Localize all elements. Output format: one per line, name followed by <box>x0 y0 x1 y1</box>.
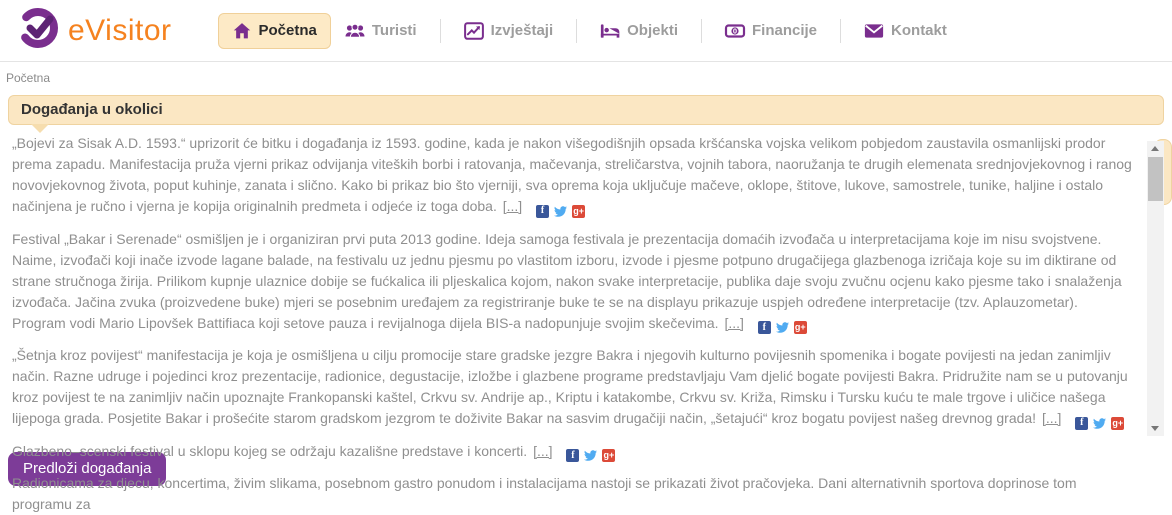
scroll-down-arrow-icon[interactable] <box>1147 421 1164 436</box>
scroll-up-arrow-icon[interactable] <box>1147 141 1164 156</box>
google-plus-icon[interactable]: g+ <box>794 322 806 332</box>
event-share-icons <box>758 321 807 334</box>
users-icon <box>345 22 365 40</box>
bed-icon <box>600 22 620 40</box>
nav-label: Turisti <box>371 22 417 39</box>
event-item <box>12 441 1134 463</box>
evisitor-logo[interactable] <box>16 6 172 55</box>
twitter-icon[interactable] <box>554 205 567 218</box>
nav-item-financije[interactable] <box>711 13 831 49</box>
event-text: „Šetnja kroz povijest“ manifestacija je koja je osmišljena u cilju promocije stare gradske jezgre Bakra i njegovih kulturno povijesnih spomenika i bogate povijesti na jedan zanimljiv način. Razne udruge i pojedinci kroz prezentacije, radionice, degustacije, izložbe i glazbene programe predstavljaju Vam djelić bogate povijesti Bakra. Pridružite nam se u putovanju kroz povijest te na zanimljiv način upoznajte Frankopanski kaštel, Crkvu sv. Andrije ap., Kriptu i katakombe, Crkvu sv. Križa, Rimsku i Tursku kuću te male trgove i uličice našega lijepoga grada. Posjetite Bakar i prošećite starom gradskom jezgrom te doživite Bakar na sasvim drugačiji način, „šetajući“ kroz bogatu povijest našeg drevnog grada! <box>12 347 1128 426</box>
event-more-link[interactable]: [...] <box>1041 410 1062 426</box>
event-share-icons <box>536 205 585 218</box>
suggest-events-button[interactable]: Predloži događanja <box>8 452 166 486</box>
twitter-icon[interactable] <box>776 321 789 334</box>
event-item <box>12 345 1134 430</box>
twitter-icon[interactable] <box>1093 417 1106 430</box>
google-plus-icon[interactable]: g+ <box>573 205 584 216</box>
event-more-link[interactable]: [...] <box>724 314 744 331</box>
nav-separator <box>840 19 841 43</box>
scrollbar-thumb[interactable] <box>1148 157 1163 201</box>
nav-item-izvjestaji[interactable] <box>450 13 568 49</box>
top-bar <box>0 0 1172 62</box>
facebook-icon[interactable]: f <box>536 205 549 218</box>
nav-item-turisti[interactable] <box>331 13 431 49</box>
nav-label: Početna <box>258 22 317 39</box>
nav-separator <box>576 19 577 43</box>
event-item <box>12 133 1134 218</box>
event-more-link[interactable]: [...] <box>502 198 523 214</box>
banknote-icon <box>725 22 745 40</box>
facebook-icon[interactable]: f <box>758 321 771 334</box>
event-item <box>12 229 1134 335</box>
facebook-icon[interactable]: f <box>1075 417 1088 430</box>
event-text: „Bojevi za Sisak A.D. 1593.“ uprizorit će bitku i događanja iz 1593. godine, kada je nakon višegodišnjih opsada kršćanska vojska velikom pobjedom zaustavila osmanlijski prodor prema zapadu. Manifestacija pruža vjerni prikaz odvijanja viteških borbi i ratovanja, mačevanja, streličarstva, vojnih tabora, naoružanja te drugih elemenata srednjovjekovnog i ranog novovjekovnog života, poput kuhinje, zanata i slično. Kako bi prikaz bio što vjerniji, sva oprema koja uključuje mačeve, oklope, štitove, lukove, samostrele, tunike, haljine i ostalo načinjena je ručno i vjerna je kopija originalnih predmeta i odjeće iz toga doba. <box>12 135 1132 214</box>
nav-separator <box>440 19 441 43</box>
nav-item-kontakt[interactable] <box>850 13 961 49</box>
event-item <box>12 473 1134 515</box>
evisitor-logo-icon <box>16 6 60 55</box>
nav-item-objekti[interactable] <box>586 13 692 49</box>
facebook-icon[interactable]: f <box>566 449 579 462</box>
panel-title-events-nearby: Događanja u okolici <box>8 95 1164 125</box>
event-text: Glazbeno–scenski festival u sklopu kojeg se održaju kazališne predstave i koncerti. <box>12 442 528 459</box>
envelope-icon <box>864 22 884 40</box>
event-share-icons <box>1075 417 1124 430</box>
nav-label: Kontakt <box>891 22 947 39</box>
event-text: Festival „Bakar i Serenade“ osmišljen je i organiziran prvi puta 2013 godine. Ideja samoga festivala je prezentacija domaćih izvođača u interpretacijama koje im nisu svojstvene. Naime, izvođači koji inače izvode lagane balade, na festivalu uz jednu pjesmu po vlastitom izboru, izvode i pjesme potpuno drugačijega glazbenoga izričaja koje su im diktirane od strane stručnoga žirija. Prilikom kupnje ulaznice dobije se fućkalica ili pljeskalica kojom, nakon svake interpretacije, publika daje svoju zvučnu ocjenu kako pjesme tako i snalaženja izvođača. Jačina zvuka (proizvedene buke) mjeri se posebnim uređajem za registriranje buke te se na displayu prikazuje uspjeh određene interpretacije (tzv. Aplauzometar). Program vodi Mario Lipovšek Battifiaca koji setove pauza i revijalnoga dijela BIS-a nadopunjuje svojim skečevima. <box>12 230 1122 331</box>
nav-label: Financije <box>752 22 818 39</box>
nav-label: Objekti <box>627 22 678 39</box>
logo-wordmark: eVisitor <box>68 13 172 47</box>
event-more-link[interactable]: [...] <box>533 442 553 459</box>
vertical-scrollbar[interactable] <box>1147 141 1164 436</box>
google-plus-icon[interactable]: g+ <box>603 450 615 460</box>
event-share-icons <box>566 449 615 462</box>
nav-item-pocetna[interactable] <box>218 13 331 49</box>
twitter-icon[interactable] <box>584 449 597 462</box>
google-plus-icon[interactable]: g+ <box>1112 417 1124 428</box>
main-nav <box>218 13 961 49</box>
nav-label: Izvještaji <box>490 22 554 39</box>
svg-text:0: 0 <box>732 26 738 36</box>
breadcrumb[interactable]: Početna <box>6 71 51 85</box>
event-text: Radionicama za djecu, koncertima, živim slikama, posebnom gastro ponudom i instalacijama nastoji se prikazati život pračovjeka. Dani alternativnih sportova doprinose tom programu za <box>12 475 1077 512</box>
chart-icon <box>464 22 484 40</box>
home-icon <box>232 22 252 40</box>
nav-separator <box>701 19 702 43</box>
